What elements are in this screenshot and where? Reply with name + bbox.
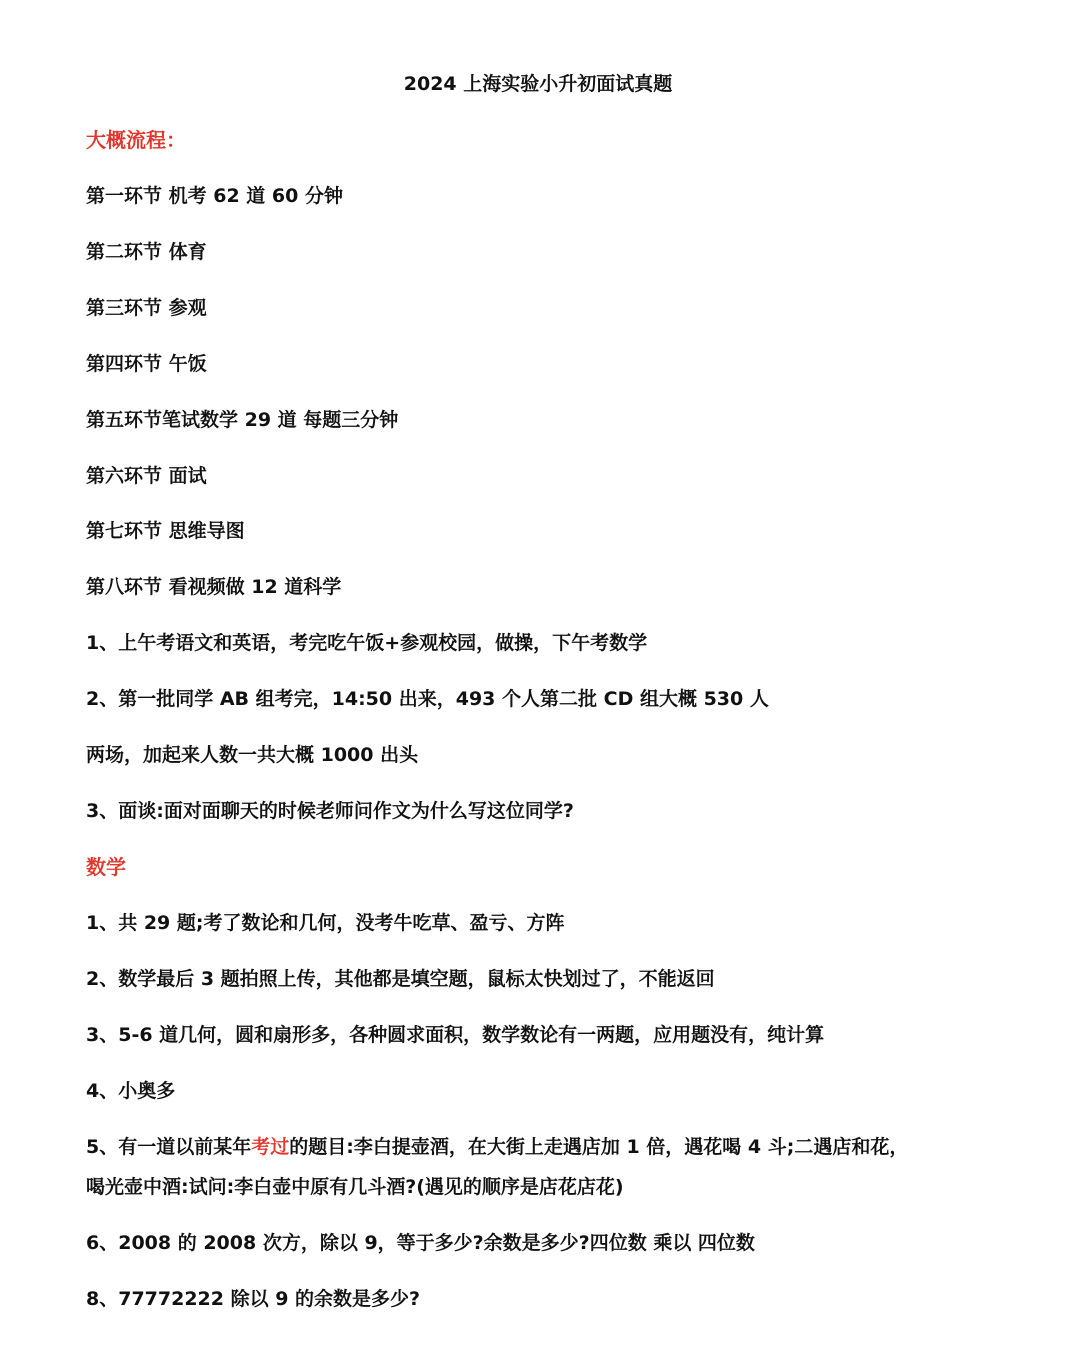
flow-step: 第七环节 思维导图	[86, 520, 245, 542]
math-item: 1、共 29 题;考了数论和几何，没考牛吃草、盈亏、方阵	[86, 912, 565, 934]
math-item-5	[86, 1133, 1016, 1161]
math-item-5-continuation: 喝光壶中酒:试问:李白壶中原有几斗酒?(遇见的顺序是店花店花)	[86, 1176, 624, 1198]
flow-heading: 大概流程：	[86, 128, 186, 152]
flow-step: 第二环节 体育	[86, 241, 207, 263]
math-item-5-suffix: 的题目:李白提壶酒，在大街上走遇店加 1 倍，遇花喝 4 斗;二遇店和花，	[289, 1136, 909, 1158]
flow-step: 第五环节笔试数学 29 道 每题三分钟	[86, 409, 399, 431]
document-title: 2024 上海实验小升初面试真题	[403, 73, 673, 95]
flow-step: 第一环节 机考 62 道 60 分钟	[86, 185, 343, 207]
math-item-5-prefix: 5、有一道以前某年	[86, 1136, 252, 1158]
math-item-5-highlight: 考过	[251, 1136, 290, 1158]
note-item: 两场，加起来人数一共大概 1000 出头	[86, 744, 419, 766]
math-item: 4、小奥多	[86, 1080, 176, 1102]
math-item: 3、5-6 道几何，圆和扇形多，各种圆求面积，数学数论有一两题，应用题没有，纯计算	[86, 1024, 825, 1046]
flow-step: 第三环节 参观	[86, 297, 207, 319]
math-item-8: 8、77772222 除以 9 的余数是多少?	[86, 1288, 421, 1310]
note-item: 1、上午考语文和英语，考完吃午饭+参观校园，做操，下午考数学	[86, 632, 648, 654]
math-item-6: 6、2008 的 2008 次方，除以 9，等于多少?余数是多少?四位数 乘以 四位数	[86, 1232, 755, 1254]
math-item: 2、数学最后 3 题拍照上传，其他都是填空题，鼠标太快划过了，不能返回	[86, 968, 715, 990]
note-item: 2、第一批同学 AB 组考完，14:50 出来，493 个人第二批 CD 组大概 530 人	[86, 688, 769, 710]
math-heading: 数学	[86, 855, 126, 879]
flow-step: 第六环节 面试	[86, 465, 207, 487]
flow-step: 第八环节 看视频做 12 道科学	[86, 576, 342, 598]
flow-step: 第四环节 午饭	[86, 353, 207, 375]
note-item: 3、面谈:面对面聊天的时候老师问作文为什么写这位同学?	[86, 800, 574, 822]
